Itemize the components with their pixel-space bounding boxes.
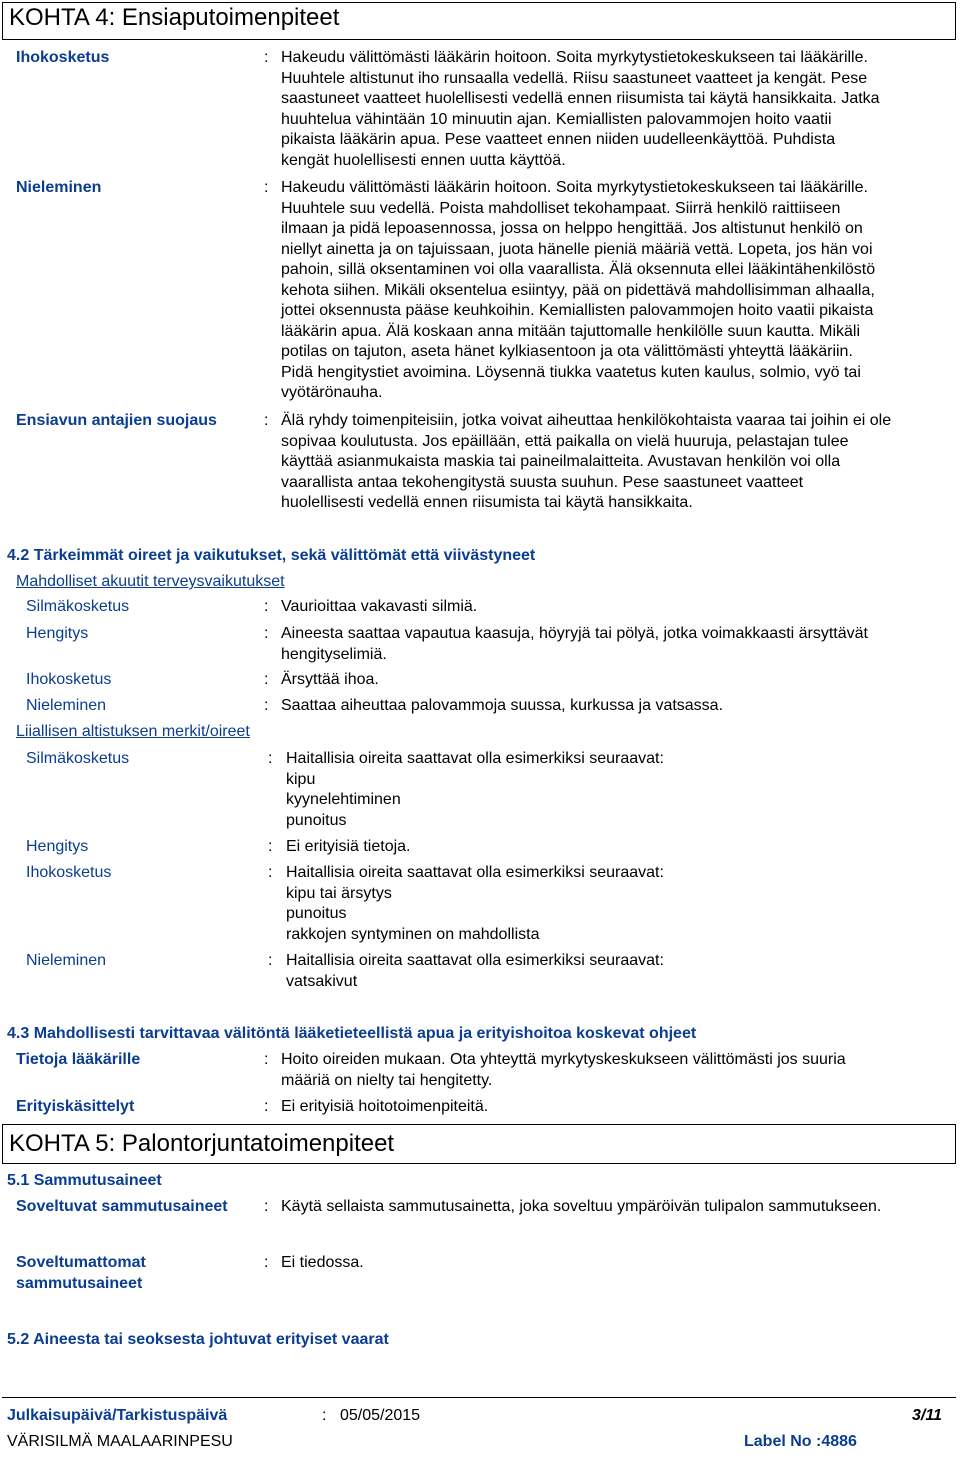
colon: : (322, 1407, 327, 1424)
first-aid-skin-label: Ihokosketus (16, 49, 110, 66)
over-skin-text: Haitallisia oireita saattavat olla esimerkiksi seuraavat: kipu tai ärsytys punoitus rakkojen syntyminen on mahdollista (286, 864, 664, 943)
footer-divider (2, 1397, 956, 1398)
colon: : (268, 750, 273, 767)
footer-product-name: VÄRISILMÄ MAALAARINPESU (7, 1433, 233, 1450)
section-4-header (2, 2, 956, 40)
footer-date-label: Julkaisupäivä/Tarkistuspäivä (7, 1407, 228, 1424)
subsection-5-1-title: 5.1 Sammutusaineet (7, 1172, 162, 1189)
over-ingestion-text: Haitallisia oireita saattavat olla esimerkiksi seuraavat: vatsakivut (286, 952, 664, 990)
over-inhalation-text: Ei erityisiä tietoja. (286, 838, 411, 855)
colon: : (264, 598, 269, 615)
acute-ingestion-text: Saattaa aiheuttaa palovammoja suussa, kurkussa ja vatsassa. (281, 697, 724, 714)
colon: : (264, 671, 269, 688)
acute-ingestion-label: Nieleminen (26, 697, 107, 714)
section-4-title: KOHTA 4: Ensiaputoimenpiteet (9, 4, 340, 31)
special-treatment-label: Erityiskäsittelyt (16, 1098, 135, 1115)
colon: : (264, 412, 269, 429)
acute-eye-text: Vaurioittaa vakavasti silmiä. (281, 598, 478, 615)
colon: : (264, 1051, 269, 1068)
footer-date-value: 05/05/2015 (340, 1407, 421, 1424)
colon: : (264, 625, 269, 642)
colon: : (268, 838, 273, 855)
colon: : (264, 697, 269, 714)
subsection-5-2-title: 5.2 Aineesta tai seoksesta johtuvat erityiset vaarat (7, 1331, 389, 1348)
first-aid-skin-text: Hakeudu välittömästi lääkärin hoitoon. Soita myrkytystietokeskukseen tai lääkärille. Huuhtele altistunut iho runsaalla vedellä. Riisu saastuneet vaatteet ja kengät. Pese saastuneet vaatteet huolellisesti vedellä ennen riisumista tai käytä hansikkaita. Jatka huuhtelua vähintään 10 minuutin ajan. Kemiallisten palovammojen hoito vaatii pikaista lääkärin apua. Pese vaatteet ennen niiden uudelleenkäyttöä. Puhdista kengät huolellisesti ennen uutta käyttöä. (281, 49, 880, 169)
unsuitable-media-text: Ei tiedossa. (281, 1254, 364, 1271)
over-eye-label: Silmäkosketus (26, 750, 130, 767)
suitable-media-text: Käytä sellaista sammutusainetta, joka soveltuu ympäröivän tulipalon sammutukseen. (281, 1198, 882, 1215)
section-5-title: KOHTA 5: Palontorjuntatoimenpiteet (9, 1130, 395, 1157)
acute-eye-label: Silmäkosketus (26, 598, 130, 615)
acute-skin-label: Ihokosketus (26, 671, 112, 688)
overexposure-heading: Liiallisen altistuksen merkit/oireet (16, 723, 250, 740)
acute-skin-text: Ärsyttää ihoa. (281, 671, 379, 688)
footer-label-number: Label No :4886 (744, 1433, 857, 1450)
unsuitable-media-label: Soveltumattomat sammutusaineet (16, 1254, 146, 1292)
over-skin-label: Ihokosketus (26, 864, 112, 881)
first-aid-protection-label: Ensiavun antajien suojaus (16, 412, 217, 429)
colon: : (264, 179, 269, 196)
over-eye-text: Haitallisia oireita saattavat olla esimerkiksi seuraavat: kipu kyynelehtiminen punoitus (286, 750, 664, 829)
physician-info-label: Tietoja lääkärille (16, 1051, 141, 1068)
subsection-4-2-title: 4.2 Tärkeimmät oireet ja vaikutukset, sekä välittömät että viivästyneet (7, 547, 536, 564)
subsection-4-3-title: 4.3 Mahdollisesti tarvittavaa välitöntä lääketieteellistä apua ja erityishoitoa koskevat ohjeet (7, 1025, 697, 1042)
over-inhalation-label: Hengitys (26, 838, 89, 855)
colon: : (268, 864, 273, 881)
suitable-media-label: Soveltuvat sammutusaineet (16, 1198, 228, 1215)
colon: : (264, 1198, 269, 1215)
acute-inhalation-text: Aineesta saattaa vapautua kaasuja, höyryjä tai pölyä, jotka voimakkaasti ärsyttävät hengityselimiä. (281, 625, 868, 663)
footer-page-number: 3/11 (912, 1407, 942, 1424)
acute-inhalation-label: Hengitys (26, 625, 89, 642)
colon: : (264, 1098, 269, 1115)
colon: : (264, 1254, 269, 1271)
colon: : (268, 952, 273, 969)
physician-info-text: Hoito oireiden mukaan. Ota yhteyttä myrkytyskeskukseen välittömästi jos suuria määriä on nielty tai hengitetty. (281, 1051, 846, 1089)
section-5-header (2, 1124, 956, 1164)
acute-effects-heading: Mahdolliset akuutit terveysvaikutukset (16, 573, 285, 590)
over-ingestion-label: Nieleminen (26, 952, 107, 969)
colon: : (264, 49, 269, 66)
first-aid-protection-text: Älä ryhdy toimenpiteisiin, jotka voivat aiheuttaa henkilökohtaista vaaraa tai joihin ei ole sopivaa koulutusta. Jos epäillään, että paikalla on vielä huuruja, pelastajan tulee käyttää asianmukaista maskia tai paineilmalaitteita. Avustavan henkilön voi olla vaarallista antaa tekohengitystä suusta suuhun. Pese saastuneet vaatteet huolellisesti vedellä ennen riisumista tai käytä hansikkaita. (281, 412, 892, 511)
first-aid-ingestion-label: Nieleminen (16, 179, 102, 196)
special-treatment-text: Ei erityisiä hoitotoimenpiteitä. (281, 1098, 489, 1115)
first-aid-ingestion-text: Hakeudu välittömästi lääkärin hoitoon. Soita myrkytystietokeskukseen tai lääkärille. Huuhtele suu vedellä. Poista mahdolliset tekohampaat. Siirrä henkilö raittiiseen ilmaan ja pidä lepoasennossa, jossa on helppo hengittää. Jos altistunut henkilö on niellyt ainetta ja on tajuissaan, juota hänelle pieniä määriä vettä. Lopeta, jos hän voi pahoin, sillä oksentaminen voi olla vaarallista. Älä oksennuta ellei lääkintähenkilöstö kehota siihen. Mikäli oksentelua esiintyy, pää on pidettävä mahdollisimman alhaalla, jottei oksennusta pääse keuhkoihin. Kemiallisten palovammojen hoito vaatii pikaista lääkärin apua. Älä koskaan anna mitään tajuttomalle henkilölle suun kautta. Mikäli potilas on tajuton, aseta hänet kylkiasentoon ja ota välittömästi yhteyttä lääkäriin. Pidä hengitystiet avoimina. Löysennä tiukka vaatetus kuten kaulus, solmio, vyö tai vyötärönauha. (281, 179, 876, 401)
